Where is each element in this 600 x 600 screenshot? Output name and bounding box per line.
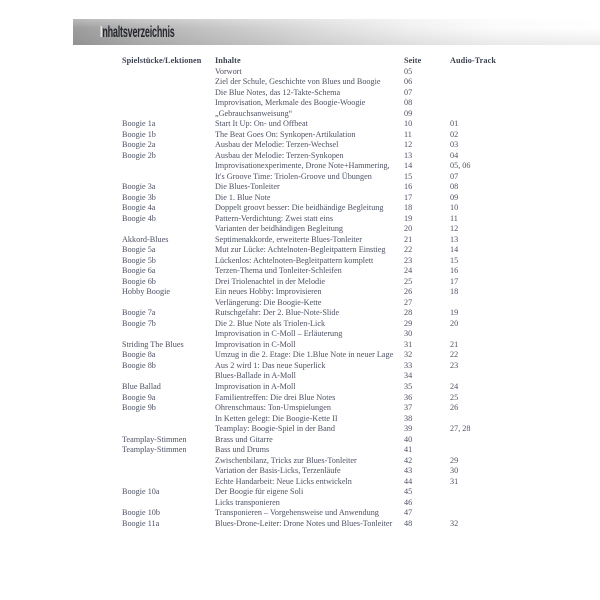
track-cell: 08	[450, 182, 459, 192]
lesson-cell: Boogie 7a	[122, 308, 156, 318]
page-cell: 09	[404, 108, 413, 118]
table-row	[122, 182, 530, 193]
track-cell: 11	[450, 213, 458, 223]
lesson-cell: Boogie 4a	[122, 203, 156, 213]
content-cell: Ausbau der Melodie: Terzen-Wechsel	[215, 140, 339, 150]
table-header-row	[122, 56, 530, 67]
content-cell: Varianten der beidhändigen Begleitung	[215, 224, 344, 234]
track-cell: 29	[450, 455, 459, 465]
content-cell: Doppelt groovt besser: Die beidhändige Begleitung	[215, 203, 384, 213]
track-cell	[450, 445, 530, 456]
page-cell: 13	[404, 150, 413, 160]
table-row	[122, 445, 530, 456]
lesson-cell	[122, 161, 215, 172]
page-cell: 10	[404, 119, 413, 129]
page-cell: 07	[404, 87, 413, 97]
column-header-lessons: Spielstücke/Lektionen	[122, 56, 202, 65]
table-row	[122, 88, 530, 99]
content-cell: In Ketten gelegt: Die Boogie-Kette II	[215, 413, 338, 423]
track-cell: 03	[450, 140, 459, 150]
table-row	[122, 151, 530, 162]
header-bar	[73, 19, 600, 45]
table-row	[122, 67, 530, 78]
table-row	[122, 245, 530, 256]
track-cell: 30	[450, 466, 459, 476]
lesson-cell: Boogie 1a	[122, 119, 156, 129]
content-cell: Die Blue Notes, das 12-Takte-Schema	[215, 87, 341, 97]
content-cell: Mut zur Lücke: Achtelnoten-Begleitpattern Einstieg	[215, 245, 386, 255]
track-cell	[450, 435, 530, 446]
table-row	[122, 371, 530, 382]
track-cell: 26	[450, 403, 459, 413]
page-cell: 14	[404, 161, 413, 171]
column-header-page: Seite	[404, 56, 422, 65]
content-cell: Improvisation in C-Moll	[215, 339, 296, 349]
track-cell	[450, 508, 530, 519]
track-cell: 02	[450, 129, 459, 139]
table-row	[122, 393, 530, 404]
table-row	[122, 172, 530, 183]
lesson-cell: Akkord-Blues	[122, 234, 169, 244]
lesson-cell	[122, 371, 215, 382]
column-header-contents: Inhalte	[215, 56, 241, 65]
table-row	[122, 519, 530, 530]
content-cell: Teamplay: Boogie-Spiel in der Band	[215, 424, 335, 434]
content-cell: Improvisation, Merkmale des Boogie-Woogie	[215, 98, 366, 108]
content-cell: Bass und Drums	[215, 445, 270, 455]
lesson-cell: Boogie 11a	[122, 518, 160, 528]
lesson-cell: Teamplay-Stimmen	[122, 434, 187, 444]
content-cell: Drei Triolenachtel in der Melodie	[215, 276, 326, 286]
table-row	[122, 214, 530, 225]
page-cell: 23	[404, 255, 413, 265]
table-row	[122, 466, 530, 477]
page-cell: 31	[404, 339, 413, 349]
page-cell: 26	[404, 287, 413, 297]
track-cell: 21	[450, 339, 459, 349]
table-row	[122, 266, 530, 277]
content-cell: Die Blues-Tonleiter	[215, 182, 280, 192]
content-cell: Familientreffen: Die drei Blue Notes	[215, 392, 336, 402]
page-cell: 33	[404, 360, 413, 370]
content-cell: Improvisation in C-Moll – Erläuterung	[215, 329, 343, 339]
lesson-cell: Boogie 2a	[122, 140, 156, 150]
page-cell: 42	[404, 455, 413, 465]
page-cell: 38	[404, 413, 413, 423]
table-row	[122, 435, 530, 446]
page-cell: 35	[404, 381, 413, 391]
track-cell: 25	[450, 392, 459, 402]
lesson-cell	[122, 77, 215, 88]
table-row	[122, 350, 530, 361]
page-cell: 17	[404, 192, 413, 202]
content-cell: Blues-Drone-Leiter: Drone Notes und Blues-Tonleiter	[215, 518, 393, 528]
content-cell: Start It Up: On- und Offbeat	[215, 119, 308, 129]
page-cell: 34	[404, 371, 413, 381]
table-row	[122, 508, 530, 519]
track-cell: 31	[450, 476, 459, 486]
table-row	[122, 329, 530, 340]
content-cell: Aus 2 wird 1: Das neue Superlick	[215, 360, 326, 370]
lesson-cell	[122, 456, 215, 467]
table-row	[122, 203, 530, 214]
page-cell: 46	[404, 497, 413, 507]
table-row	[122, 382, 530, 393]
page-cell: 40	[404, 434, 413, 444]
lesson-cell: Blue Ballad	[122, 381, 161, 391]
page-cell: 11	[404, 129, 412, 139]
table-row	[122, 256, 530, 267]
content-cell: The Beat Goes On: Synkopen-Artikulation	[215, 129, 356, 139]
table-row	[122, 308, 530, 319]
page-cell: 25	[404, 276, 413, 286]
lesson-cell: Striding The Blues	[122, 339, 184, 349]
lesson-cell: Boogie 2b	[122, 150, 156, 160]
content-cell: Ziel der Schule, Geschichte von Blues und Boogie	[215, 77, 381, 87]
track-cell: 17	[450, 276, 459, 286]
page-cell: 47	[404, 508, 413, 518]
table-row	[122, 456, 530, 467]
page-title: Inhaltsverzeichnis	[100, 23, 175, 42]
track-cell: 13	[450, 234, 459, 244]
content-cell: Brass und Gitarre	[215, 434, 273, 444]
lesson-cell: Boogie 10a	[122, 487, 160, 497]
page-cell: 22	[404, 245, 413, 255]
content-cell: Septimenakkorde, erweiterte Blues-Tonleiter	[215, 234, 362, 244]
content-cell: Improvisationexperimente, Drone Note+Hammering,	[215, 161, 390, 171]
lesson-cell	[122, 98, 215, 109]
lesson-cell: Boogie 3b	[122, 192, 156, 202]
track-cell: 24	[450, 381, 459, 391]
lesson-cell: Boogie 4b	[122, 213, 156, 223]
table-row	[122, 298, 530, 309]
page-cell: 19	[404, 213, 413, 223]
content-cell: Variation der Basis-Licks, Terzenläufe	[215, 466, 341, 476]
lesson-cell: Boogie 3a	[122, 182, 156, 192]
page-cell: 32	[404, 350, 413, 360]
track-cell: 32	[450, 518, 459, 528]
track-cell	[450, 298, 530, 309]
track-cell: 20	[450, 318, 459, 328]
track-cell: 12	[450, 224, 459, 234]
content-cell: Echte Handarbeit: Neue Licks entwickeln	[215, 476, 352, 486]
lesson-cell	[122, 329, 215, 340]
lesson-cell: Boogie 5a	[122, 245, 156, 255]
content-cell: Improvisation in A-Moll	[215, 381, 296, 391]
lesson-cell	[122, 67, 215, 78]
lesson-cell: Boogie 8b	[122, 360, 156, 370]
page-cell: 30	[404, 329, 413, 339]
content-cell: Rutschgefahr: Der 2. Blue-Note-Slide	[215, 308, 340, 318]
page-cell: 43	[404, 466, 413, 476]
lesson-cell: Hobby Boogie	[122, 287, 170, 297]
track-cell	[450, 498, 530, 509]
lesson-cell: Boogie 7b	[122, 318, 156, 328]
content-cell: Blues-Ballade in A-Moll	[215, 371, 296, 381]
track-cell: 15	[450, 255, 459, 265]
lesson-cell: Boogie 6b	[122, 276, 156, 286]
content-cell: Pattern-Verdichtung: Zwei statt eins	[215, 213, 334, 223]
track-cell: 27, 28	[450, 424, 471, 434]
page-cell: 29	[404, 318, 413, 328]
page-cell: 36	[404, 392, 413, 402]
content-cell: Der Boogie für eigene Soli	[215, 487, 304, 497]
table-row	[122, 161, 530, 172]
table-row	[122, 340, 530, 351]
column-header-audio-track: Audio-Track	[450, 56, 496, 65]
track-cell: 04	[450, 150, 459, 160]
table-row	[122, 319, 530, 330]
lesson-cell	[122, 498, 215, 509]
lesson-cell: Boogie 9a	[122, 392, 156, 402]
table-row	[122, 224, 530, 235]
content-cell: „Gebrauchsanweisung“	[215, 108, 293, 118]
lesson-cell	[122, 414, 215, 425]
track-cell: 05, 06	[450, 161, 471, 171]
content-cell: Die 1. Blue Note	[215, 192, 271, 202]
page-cell: 18	[404, 203, 413, 213]
content-cell: Umzug in die 2. Etage: Die 1.Blue Note in neuer Lage	[215, 350, 394, 360]
lesson-cell: Boogie 6a	[122, 266, 156, 276]
content-cell: Die 2. Blue Note als Triolen-Lick	[215, 318, 326, 328]
table-row	[122, 193, 530, 204]
lesson-cell: Boogie 8a	[122, 350, 156, 360]
lesson-cell	[122, 298, 215, 309]
track-cell	[450, 487, 530, 498]
track-cell	[450, 77, 530, 88]
lesson-cell	[122, 224, 215, 235]
page-cell: 15	[404, 171, 413, 181]
table-row	[122, 77, 530, 88]
content-cell: Transponieren – Vorgehensweise und Anwendung	[215, 508, 379, 518]
track-cell	[450, 414, 530, 425]
track-cell	[450, 67, 530, 78]
page-cell: 24	[404, 266, 413, 276]
lesson-cell	[122, 466, 215, 477]
page-cell: 20	[404, 224, 413, 234]
track-cell	[450, 98, 530, 109]
content-cell: Terzen-Thema und Tonleiter-Schleifen	[215, 266, 342, 276]
page-cell: 21	[404, 234, 413, 244]
lesson-cell	[122, 109, 215, 120]
lesson-cell: Boogie 1b	[122, 129, 156, 139]
page-cell: 41	[404, 445, 413, 455]
lesson-cell: Teamplay-Stimmen	[122, 445, 187, 455]
content-cell: Ausbau der Melodie: Terzen-Synkopen	[215, 150, 344, 160]
page-cell: 45	[404, 487, 413, 497]
lesson-cell: Boogie 9b	[122, 403, 156, 413]
lesson-cell: Boogie 10b	[122, 508, 160, 518]
page-cell: 27	[404, 297, 413, 307]
lesson-cell: Boogie 5b	[122, 255, 156, 265]
page-cell: 37	[404, 403, 413, 413]
page-cell: 39	[404, 424, 413, 434]
table-row	[122, 403, 530, 414]
page-cell: 12	[404, 140, 413, 150]
track-cell: 09	[450, 192, 459, 202]
lesson-cell	[122, 172, 215, 183]
page-cell: 44	[404, 476, 413, 486]
track-cell: 10	[450, 203, 459, 213]
table-row	[122, 287, 530, 298]
table-row	[122, 498, 530, 509]
page-cell: 08	[404, 98, 413, 108]
table-row	[122, 361, 530, 372]
table-row	[122, 130, 530, 141]
track-cell: 23	[450, 360, 459, 370]
content-cell: Ohrenschmaus: Ton-Umspielungen	[215, 403, 331, 413]
table-row	[122, 235, 530, 246]
content-cell: It's Groove Time: Triolen-Groove und Übungen	[215, 171, 372, 181]
page-cell: 05	[404, 66, 413, 76]
track-cell	[450, 109, 530, 120]
content-cell: Zwischenbilanz, Tricks zur Blues-Tonleiter	[215, 455, 357, 465]
table-row	[122, 424, 530, 435]
track-cell: 18	[450, 287, 459, 297]
lesson-cell	[122, 477, 215, 488]
lesson-cell	[122, 424, 215, 435]
table-row	[122, 98, 530, 109]
track-cell	[450, 88, 530, 99]
track-cell: 14	[450, 245, 459, 255]
track-cell	[450, 371, 530, 382]
toc-table	[122, 56, 530, 529]
table-row	[122, 487, 530, 498]
content-cell: Ein neues Hobby: Improvisieren	[215, 287, 322, 297]
content-cell: Lückenlos: Achtelnoten-Begleitpattern komplett	[215, 255, 374, 265]
track-cell: 22	[450, 350, 459, 360]
table-row	[122, 477, 530, 488]
track-cell: 16	[450, 266, 459, 276]
table-row	[122, 277, 530, 288]
content-cell: Licks transponieren	[215, 497, 280, 507]
content-cell: Verlängerung: Die Boogie-Kette	[215, 297, 322, 307]
table-row	[122, 119, 530, 130]
page-cell: 16	[404, 182, 413, 192]
lesson-cell	[122, 88, 215, 99]
track-cell	[450, 329, 530, 340]
track-cell: 19	[450, 308, 459, 318]
page-cell: 48	[404, 518, 413, 528]
table-row	[122, 109, 530, 120]
track-cell: 01	[450, 119, 459, 129]
table-row	[122, 414, 530, 425]
table-row	[122, 140, 530, 151]
content-cell: Vorwort	[215, 66, 242, 76]
page-cell: 28	[404, 308, 413, 318]
track-cell: 07	[450, 171, 459, 181]
page-cell: 06	[404, 77, 413, 87]
